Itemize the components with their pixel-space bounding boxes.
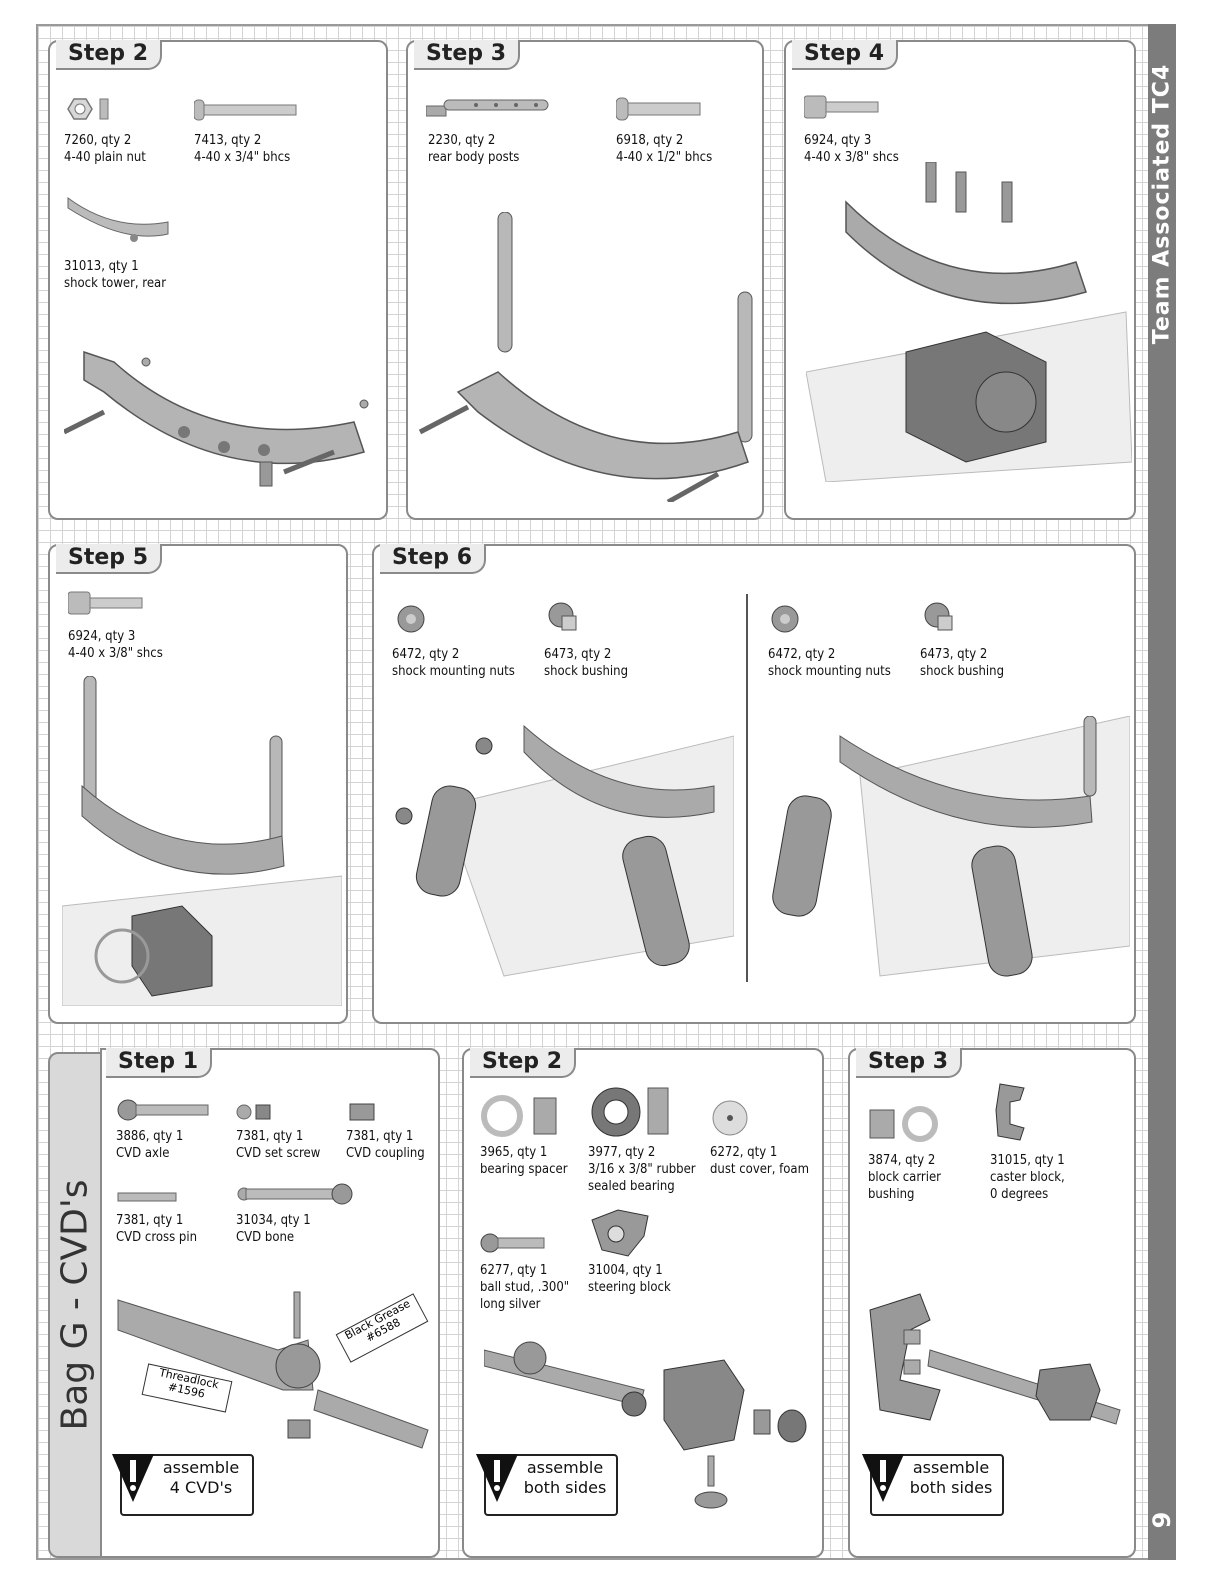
part-desc: steering block [588,1280,671,1295]
part-desc: caster block, 0 degrees [990,1170,1065,1202]
part-number: 3874, qty 2 [868,1153,936,1168]
part-desc: rear body posts [428,150,520,165]
caster-block-assembly-illustration [860,1280,1134,1440]
shock-tower-assembly-illustration [64,332,380,502]
shock-nut-part-icon [394,602,428,636]
cvd-axle-part-icon [116,1096,212,1126]
step-title: Step 1 [106,1048,212,1078]
bag-step-panel-1 [100,1048,440,1558]
part-desc: 4-40 plain nut [64,150,146,165]
step-panel-top-5 [48,544,348,1024]
shock-nut-part-icon [768,602,802,636]
warning-icon [110,1450,160,1510]
part-desc: block carrier bushing [868,1170,941,1202]
page-number-text: 9 [1148,1511,1176,1529]
part-desc: CVD cross pin [116,1230,197,1245]
assemble-note [110,1450,250,1514]
step-panel-top-4 [784,40,1136,520]
steering-block-part-icon [588,1206,652,1260]
part-desc: shock mounting nuts [768,664,891,679]
part-number: 3977, qty 2 [588,1145,656,1160]
carrier-bushing-part-icon [868,1106,944,1142]
part-desc: 4-40 x 3/4" bhcs [194,150,291,165]
step-panel-top-2 [48,40,388,520]
part-label [116,1128,183,1162]
shock-bushing-part-icon [922,600,956,636]
sidebar-title [1148,24,1176,384]
cross-pin-part-icon [116,1190,180,1204]
part-number: 7381, qty 1 [346,1129,414,1144]
part-number: 6272, qty 1 [710,1145,778,1160]
warning-icon [860,1450,910,1510]
set-screw-part-icon [236,1102,276,1122]
part-label [588,1262,671,1296]
part-label [236,1128,320,1162]
part-desc: 4-40 x 3/8" shcs [804,150,899,165]
part-desc: 4-40 x 1/2" bhcs [616,150,713,165]
part-number: 6472, qty 2 [392,647,460,662]
bag-step-panel-2 [462,1048,824,1558]
part-number: 31034, qty 1 [236,1213,311,1228]
screw-part-icon [616,96,706,122]
bag-label-panel [48,1052,102,1558]
black-grease-tube: Black Grease #6588 [336,1293,429,1363]
part-desc: shock bushing [544,664,629,679]
part-desc: CVD coupling [346,1146,425,1161]
step-divider [746,594,748,982]
part-number: 7413, qty 2 [194,133,262,148]
sidebar-title-text: Team Associated TC4 [1149,63,1175,345]
step-panel-top-3 [406,40,764,520]
part-label [588,1144,696,1195]
part-number: 7381, qty 1 [116,1213,184,1228]
part-number: 6924, qty 3 [68,629,136,644]
threadlock-tube: Threadlock #1596 [142,1363,233,1412]
screw-part-icon [194,98,304,122]
step-title: Step 6 [380,544,486,574]
page-number [1148,1500,1176,1540]
part-desc: ball stud, .300" long silver [480,1280,570,1312]
part-desc: shock tower, rear [64,276,167,291]
coupling-part-icon [348,1102,378,1122]
part-label [480,1144,568,1178]
part-number: 6918, qty 2 [616,133,684,148]
part-number: 6277, qty 1 [480,1263,548,1278]
body-post-assembly-illustration [418,212,758,502]
body-post-tower-assembly-illustration [62,676,342,1006]
part-number: 31013, qty 1 [64,259,139,274]
part-label [68,628,163,662]
step-title: Step 2 [470,1048,576,1078]
part-label [64,258,166,292]
step-title: Step 3 [414,40,520,70]
part-label [116,1212,197,1246]
warning-icon [474,1450,524,1510]
part-number: 2230, qty 2 [428,133,496,148]
shock-install-illustration-right [760,716,1130,1006]
ball-stud-part-icon [480,1230,550,1256]
part-desc: shock bushing [920,664,1005,679]
part-label [346,1128,425,1162]
step-title: Step 3 [856,1048,962,1078]
body-post-part-icon [426,94,556,124]
part-desc: 3/16 x 3/8" rubber sealed bearing [588,1162,696,1194]
cap-screw-part-icon [68,590,148,616]
assemble-note [474,1450,614,1514]
part-number: 7381, qty 1 [236,1129,304,1144]
step-panel-top-6 [372,544,1136,1024]
part-desc: CVD bone [236,1230,295,1245]
part-desc: CVD set screw [236,1146,321,1161]
cvd-bone-part-icon [236,1180,356,1210]
part-label [428,132,519,166]
part-label [616,132,712,166]
shock-install-illustration-left [384,716,734,996]
assemble-note [860,1450,1000,1514]
part-desc: bearing spacer [480,1162,568,1177]
assemble-note-text: assemble 4 CVD's [162,1458,240,1497]
caster-block-part-icon [990,1080,1034,1144]
part-number: 6473, qty 2 [544,647,612,662]
part-label [990,1152,1065,1203]
part-label [804,132,899,166]
bag-label: Bag G - CVD's [54,1179,96,1431]
part-number: 6924, qty 3 [804,133,872,148]
part-label [544,646,628,680]
part-label [194,132,290,166]
dust-cover-part-icon [710,1098,754,1138]
part-desc: 4-40 x 3/8" shcs [68,646,163,661]
step-title: Step 5 [56,544,162,574]
nut-part-icon [64,94,114,124]
part-desc: shock mounting nuts [392,664,515,679]
part-label [768,646,891,680]
shock-bushing-part-icon [546,600,580,636]
bag-step-panel-3 [848,1048,1136,1558]
differential-shock-tower-illustration [806,162,1132,482]
part-label [920,646,1004,680]
part-number: 7260, qty 2 [64,133,132,148]
part-number: 6473, qty 2 [920,647,988,662]
shock-tower-part-icon [64,192,174,252]
part-number: 31015, qty 1 [990,1153,1065,1168]
part-label [868,1152,941,1203]
part-number: 6472, qty 2 [768,647,836,662]
part-label [710,1144,809,1178]
part-desc: CVD axle [116,1146,170,1161]
part-number: 31004, qty 1 [588,1263,663,1278]
part-desc: dust cover, foam [710,1162,809,1177]
part-label [236,1212,311,1246]
assemble-note-text: assemble both sides [909,1458,993,1497]
part-label [392,646,515,680]
assemble-note-text: assemble both sides [523,1458,607,1497]
part-number: 3886, qty 1 [116,1129,184,1144]
rubber-bearing-part-icon [588,1084,674,1140]
step-title: Step 2 [56,40,162,70]
part-number: 3965, qty 1 [480,1145,548,1160]
cap-screw-part-icon [804,94,884,120]
part-label [64,132,146,166]
part-label [480,1262,569,1313]
bearing-spacer-part-icon [480,1094,560,1140]
step-title: Step 4 [792,40,898,70]
